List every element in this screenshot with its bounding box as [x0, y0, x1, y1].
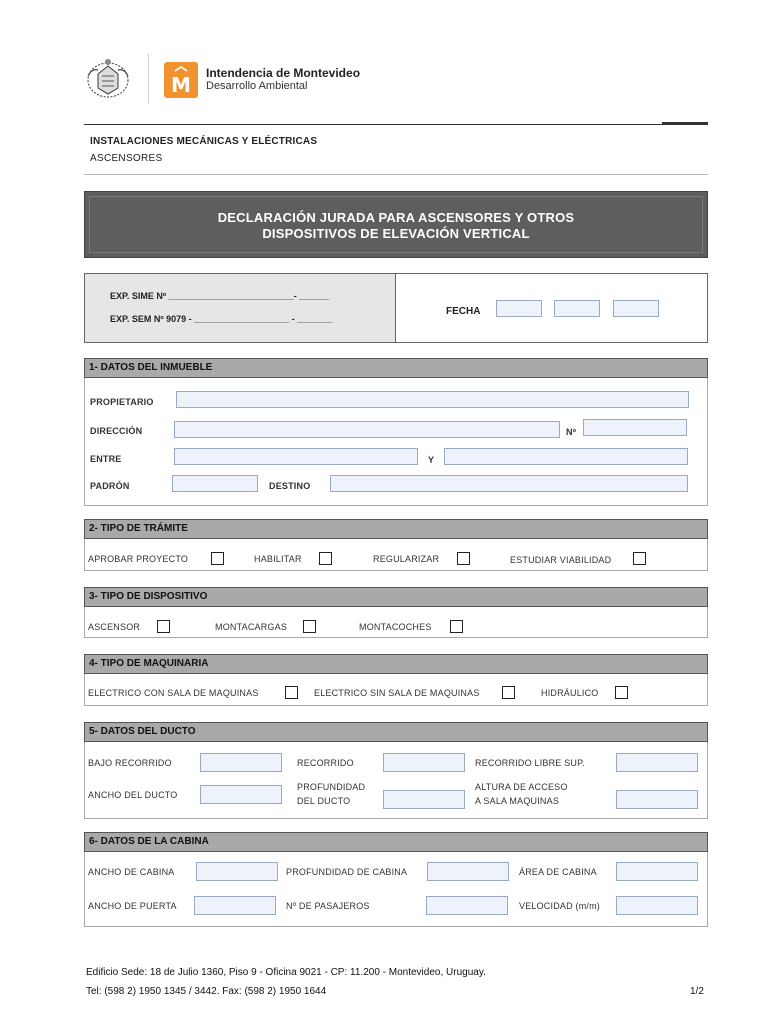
fecha-day-field[interactable] [496, 300, 542, 317]
area-cabina-label: ÁREA DE CABINA [519, 867, 597, 877]
area-cabina-field[interactable] [616, 862, 698, 881]
recorrido-libre-label: RECORRIDO LIBRE SUP. [475, 758, 585, 768]
estudiar-viabilidad-checkbox[interactable] [633, 552, 646, 565]
recorrido-label: RECORRIDO [297, 758, 354, 768]
bajo-recorrido-field[interactable] [200, 753, 282, 772]
hidraulico-checkbox[interactable] [615, 686, 628, 699]
destino-field[interactable] [330, 475, 688, 492]
intendencia-logo-icon: M [164, 62, 198, 98]
section-title: INSTALACIONES MECÁNICAS Y ELÉCTRICAS [90, 136, 318, 147]
section-6-header: 6- DATOS DE LA CABINA [84, 832, 708, 852]
org-department: Desarrollo Ambiental [206, 80, 308, 92]
ancho-puerta-field[interactable] [194, 896, 276, 915]
document-title-box [84, 191, 708, 258]
profundidad-cabina-label: PROFUNDIDAD DE CABINA [286, 867, 408, 877]
padron-field[interactable] [172, 475, 258, 492]
velocidad-label: VELOCIDAD (m/m) [519, 901, 601, 911]
entre-field[interactable] [174, 448, 418, 465]
option-ascensor-label: ASCENSOR [88, 622, 141, 632]
fecha-month-field[interactable] [554, 300, 600, 317]
montacargas-checkbox[interactable] [303, 620, 316, 633]
document-title-line2: DISPOSITIVOS DE ELEVACIÓN VERTICAL [262, 226, 530, 241]
section-3-header: 3- TIPO DE DISPOSITIVO [84, 587, 708, 607]
habilitar-checkbox[interactable] [319, 552, 332, 565]
section-subtitle: ASCENSORES [90, 153, 163, 164]
header-rule [84, 124, 708, 125]
ascensor-checkbox[interactable] [157, 620, 170, 633]
option-electrico-sin-sala-label: ELECTRICO SIN SALA DE MAQUINAS [314, 688, 480, 698]
altura-acceso-label-2: A SALA MAQUINAS [475, 796, 560, 806]
recorrido-field[interactable] [383, 753, 465, 772]
propietario-field[interactable] [176, 391, 689, 408]
option-montacargas-label: MONTACARGAS [215, 622, 288, 632]
y-label: Y [428, 455, 435, 465]
fecha-label: FECHA [446, 306, 481, 317]
profundidad-ducto-label-1: PROFUNDIDAD [297, 782, 366, 792]
direccion-label: DIRECCIÓN [90, 426, 143, 436]
section-4-header: 4- TIPO DE MAQUINARIA [84, 654, 708, 674]
page-number: 1/2 [690, 986, 704, 997]
section-2-header: 2- TIPO DE TRÁMITE [84, 519, 708, 539]
exp-sem-label: EXP. SEM Nº 9079 - ___________________ - _______ [110, 314, 333, 324]
pasajeros-label: Nº DE PASAJEROS [286, 901, 370, 911]
section-6-body [84, 852, 708, 927]
ancho-puerta-label: ANCHO DE PUERTA [88, 901, 177, 911]
destino-label: DESTINO [269, 481, 311, 491]
electrico-sin-sala-checkbox[interactable] [502, 686, 515, 699]
pasajeros-field[interactable] [426, 896, 508, 915]
option-habilitar-label: HABILITAR [254, 554, 302, 564]
footer-phones: Tel: (598 2) 1950 1345 / 3442. Fax: (598 2) 1950 1644 [86, 986, 327, 997]
bajo-recorrido-label: BAJO RECORRIDO [88, 758, 172, 768]
exp-sime-label: EXP. SIME Nº _________________________- ______ [110, 291, 330, 301]
header-rule-accent [662, 122, 708, 124]
propietario-label: PROPIETARIO [90, 397, 154, 407]
header-rule-bottom [84, 174, 708, 175]
montacoches-checkbox[interactable] [450, 620, 463, 633]
altura-acceso-label-1: ALTURA DE ACCESO [475, 782, 568, 792]
velocidad-field[interactable] [616, 896, 698, 915]
section-1-header: 1- DATOS DEL INMUEBLE [84, 358, 708, 378]
aprobar-proyecto-checkbox[interactable] [211, 552, 224, 565]
ancho-ducto-label: ANCHO DEL DUCTO [88, 790, 178, 800]
profundidad-ducto-label-2: DEL DUCTO [297, 796, 351, 806]
fecha-year-field[interactable] [613, 300, 659, 317]
coat-of-arms-icon [84, 54, 132, 102]
numero-field[interactable] [583, 419, 687, 436]
altura-acceso-field[interactable] [616, 790, 698, 809]
option-aprobar-proyecto-label: APROBAR PROYECTO [88, 554, 189, 564]
padron-label: PADRÓN [90, 481, 130, 491]
entre-label: ENTRE [90, 454, 122, 464]
electrico-con-sala-checkbox[interactable] [285, 686, 298, 699]
section-5-header: 5- DATOS DEL DUCTO [84, 722, 708, 742]
document-title-line1: DECLARACIÓN JURADA PARA ASCENSORES Y OTROS [217, 210, 575, 225]
ancho-cabina-label: ANCHO DE CABINA [88, 867, 175, 877]
exp-numbers-panel [84, 273, 396, 343]
entre-y-field[interactable] [444, 448, 688, 465]
profundidad-ducto-field[interactable] [383, 790, 465, 809]
org-name: Intendencia de Montevideo [206, 66, 361, 80]
regularizar-checkbox[interactable] [457, 552, 470, 565]
ancho-ducto-field[interactable] [200, 785, 282, 804]
profundidad-cabina-field[interactable] [427, 862, 509, 881]
option-montacoches-label: MONTACOCHES [359, 622, 432, 632]
numero-label: Nº [566, 427, 577, 437]
option-electrico-con-sala-label: ELECTRICO CON SALA DE MAQUINAS [88, 688, 259, 698]
direccion-field[interactable] [174, 421, 560, 438]
recorrido-libre-field[interactable] [616, 753, 698, 772]
ancho-cabina-field[interactable] [196, 862, 278, 881]
option-estudiar-viabilidad-label: ESTUDIAR VIABILIDAD [510, 555, 612, 565]
header-divider [148, 54, 149, 104]
option-regularizar-label: REGULARIZAR [373, 554, 440, 564]
option-hidraulico-label: HIDRÁULICO [541, 688, 599, 698]
footer-address: Edificio Sede: 18 de Julio 1360, Piso 9 - Oficina 9021 - CP: 11.200 - Montevideo, Uruguay. [86, 967, 486, 978]
